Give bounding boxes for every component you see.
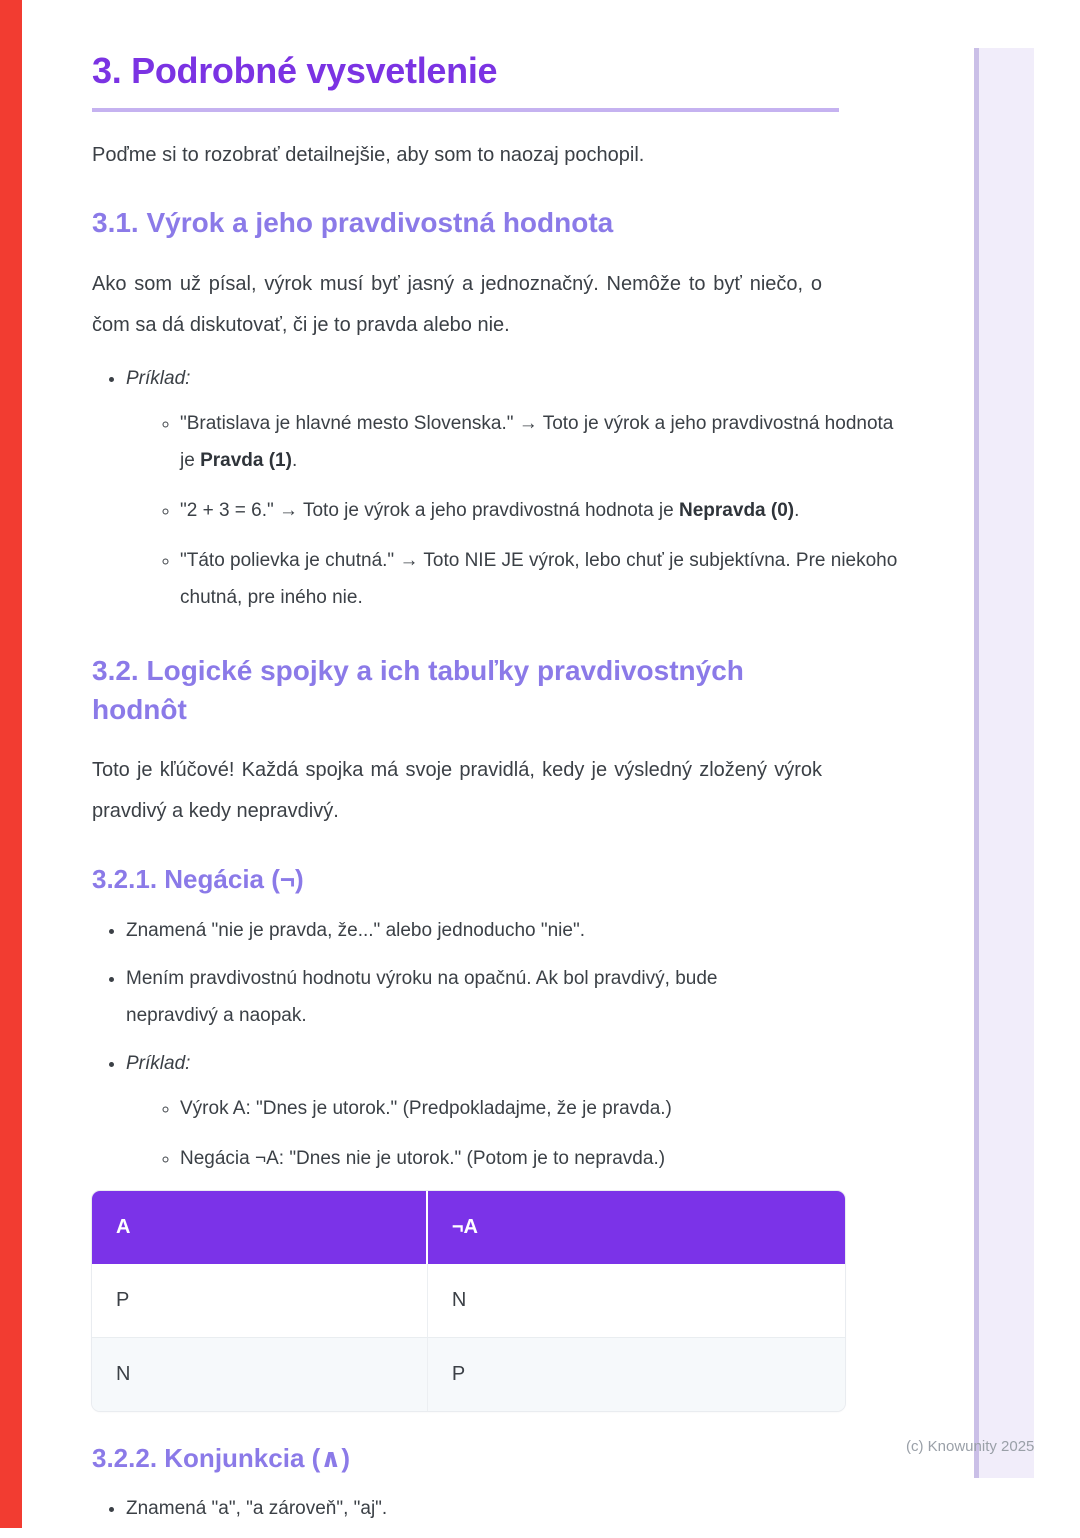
list-item: • Znamená "a", "a zároveň", "aj". [126,1490,786,1527]
truth-table-header [92,1191,845,1264]
section-3-1-paragraph: Ako som už písal, výrok musí byť jasný a jednoznačný. Nemôže to byť niečo, o čom sa dá diskutovať, či je to pravda alebo nie. [92,272,822,336]
section-3-2-1-example-list [126,1090,900,1177]
example-text: "Bratislava je hlavné mesto Slovenska." → Toto je výrok a jeho pravdivostná hodnota je [180,412,894,472]
list-item-example [180,492,900,529]
subject-color-ribbon [0,0,22,1528]
table-cell: N [92,1337,428,1411]
section-3-1-list [92,360,898,616]
section-3-2-1-heading: 3.2.1. Negácia (¬) [92,864,304,895]
list-item: • Mením pravdivostnú hodnotu výroku na opačnú. Ak bol pravdivý, bude nepravdivý a naopak. [126,960,786,1034]
truth-value-bold: Nepravda (0) [679,500,795,522]
section-3-2-paragraph: Toto je kľúčové! Každá spojka má svoje pravidlá, kedy je výsledný zložený výrok pravdivý a kedy nepravdivý. [92,759,822,823]
table-cell: P [428,1337,845,1411]
table-header-cell: A [92,1191,428,1264]
example-label: Príklad: [126,367,191,389]
list-item-example [180,542,900,616]
section-3-1-example-list [126,405,900,616]
list-item-example: ◦ Výrok A: "Dnes je utorok." (Predpokladajme, že je pravda.) [180,1090,900,1127]
table-cell: N [428,1264,845,1337]
list-item-example [180,405,900,479]
title-divider [92,108,839,112]
example-label: Príklad: [126,1052,191,1074]
example-text: "2 + 3 = 6." → Toto je výrok a jeho pravdivostná hodnota je [180,500,680,522]
document-page [92,0,898,1538]
section-3-2-2-list [92,1490,786,1527]
page-title: 3. Podrobné vysvetlenie [92,50,498,91]
table-row [92,1264,845,1337]
section-3-2-1-list [92,912,786,1177]
example-text: "Táto polievka je chutná." → Toto NIE JE výrok, lebo chuť je subjektívna. Pre niekoho chutná, pre iného nie. [180,550,898,609]
table-row [92,1337,845,1411]
truth-table-wrapper [92,1191,845,1411]
copyright-notice: (c) Knowunity 2025 [906,1438,1035,1455]
truth-table [92,1191,845,1411]
table-cell: P [92,1264,428,1337]
section-3-1-heading: 3.1. Výrok a jeho pravdivostná hodnota [92,207,614,239]
list-item-example-label [126,360,898,616]
list-item-example-label [126,1045,786,1177]
intro-paragraph: Poďme si to rozobrať detailnejšie, aby som to naozaj pochopil. [92,144,645,167]
page-margin-strip [974,48,1034,1478]
table-header-row [92,1191,845,1264]
section-3-2-heading: 3.2. Logické spojky a ich tabuľky pravdivostných hodnôt [92,655,744,725]
example-text: . [291,450,298,472]
example-text: . [794,500,800,522]
section-3-2-2-heading: 3.2.2. Konjunkcia (∧) [92,1442,351,1473]
truth-table-body [92,1264,845,1411]
table-header-cell: ¬A [428,1191,845,1264]
list-item-example: ◦ Negácia ¬A: "Dnes nie je utorok." (Potom je to nepravda.) [180,1140,900,1177]
list-item: • Znamená "nie je pravda, že..." alebo jednoducho "nie". [126,912,786,949]
truth-value-bold: Pravda (1) [200,450,292,472]
